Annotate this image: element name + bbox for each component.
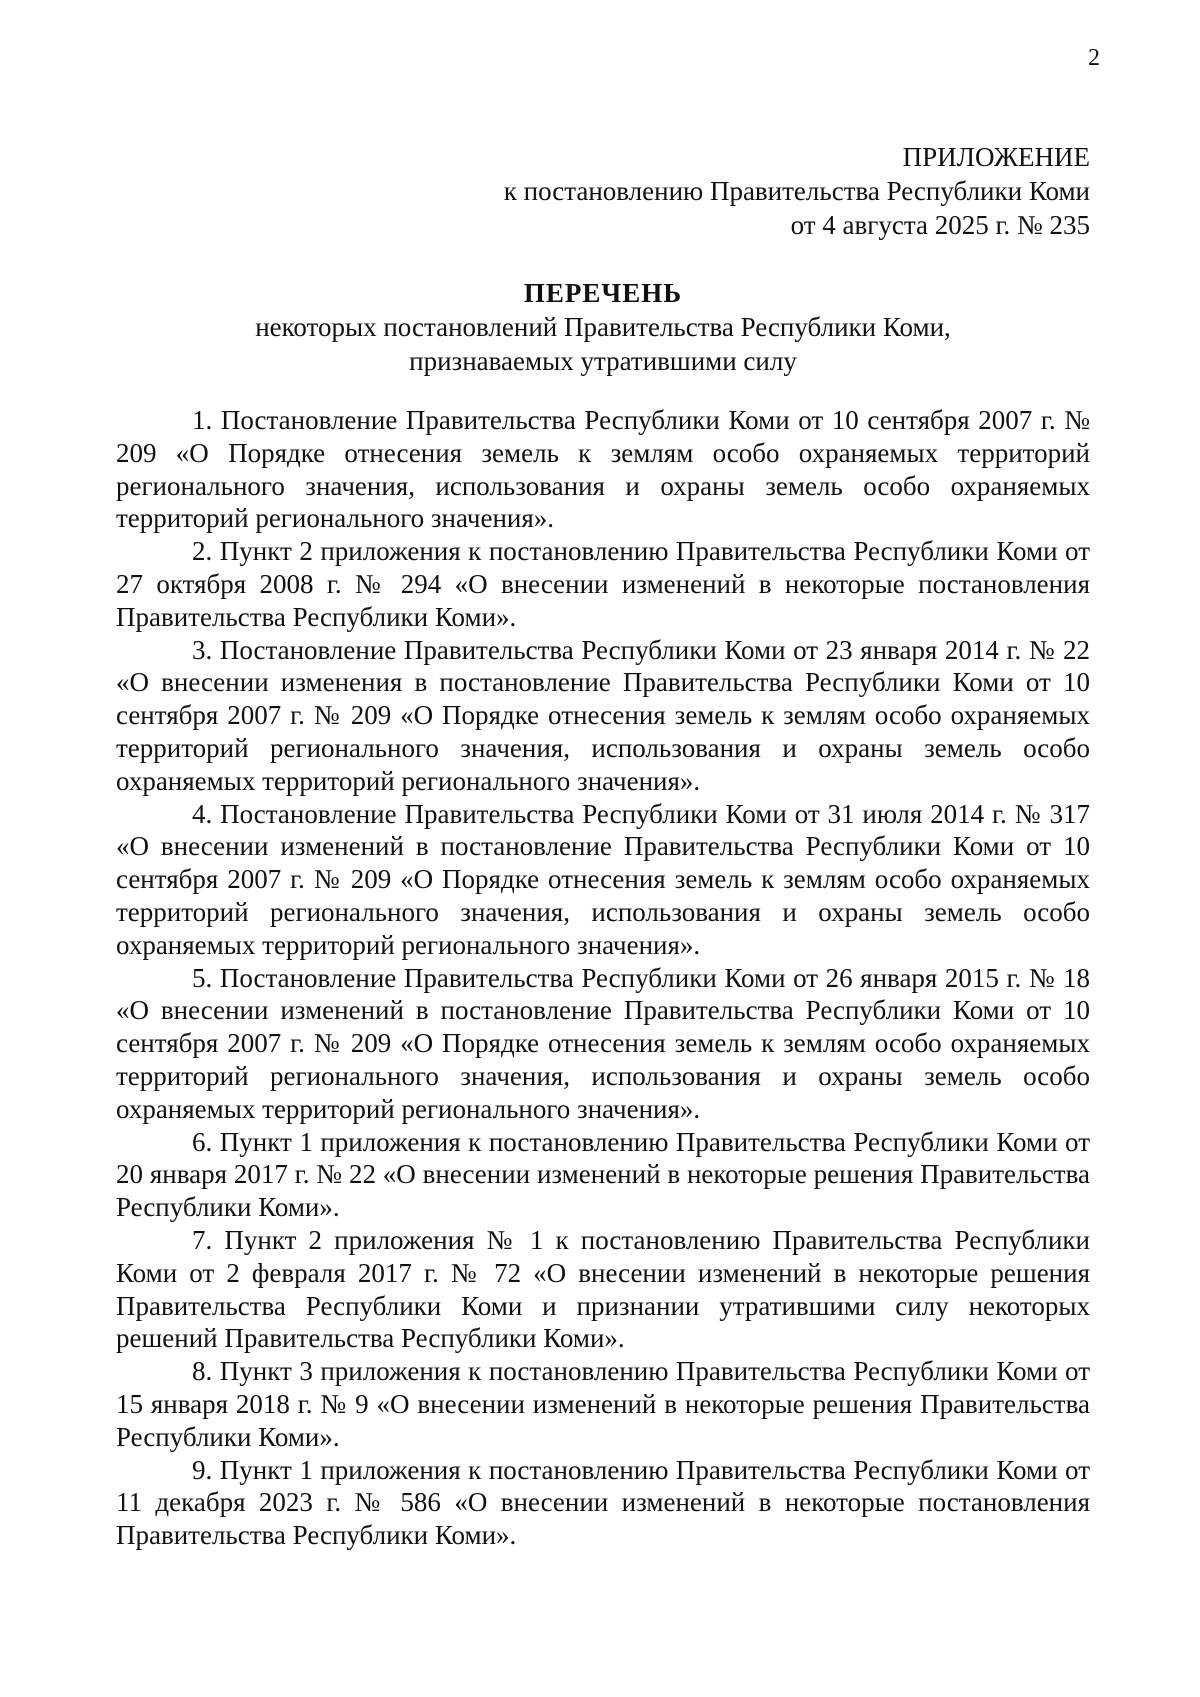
list-item: 5. Постановление Правительства Республики Коми от 26 января 2015 г. № 18 «О внесении изменений в постановление Правительства Республики Коми от 10 сентября 2007 г. № 209 «О Порядке отнесения земель к землям особо охраняемых территорий регионального значения, использования и охраны земель особо охраняемых территорий регионального значения».: [116, 962, 1090, 1124]
appendix-reference-line: к постановлению Правительства Республики Коми: [503, 176, 1090, 206]
appendix-header: [504, 140, 1090, 242]
list-item: 6. Пункт 1 приложения к постановлению Правительства Республики Коми от 20 января 2017 г. № 22 «О внесении изменений в некоторые решения Правительства Республики Коми».: [116, 1126, 1090, 1223]
document-subtitle-line-1: некоторых постановлений Правительства Республики Коми,: [255, 312, 951, 342]
document-title: ПЕРЕЧЕНЬ: [523, 278, 683, 308]
page-number: 2: [1088, 45, 1100, 71]
list-item: 9. Пункт 1 приложения к постановлению Правительства Республики Коми от 11 декабря 2023 г. № 586 «О внесении изменений в некоторые постановления Правительства Республики Коми».: [116, 1454, 1090, 1551]
repealed-acts-list: [116, 404, 1090, 1552]
list-item: 1. Постановление Правительства Республики Коми от 10 сентября 2007 г. № 209 «О Порядке отнесения земель к землям особо охраняемых территорий регионального значения, использования и охраны земель особо охраняемых территорий регионального значения».: [116, 405, 1090, 534]
list-item: 2. Пункт 2 приложения к постановлению Правительства Республики Коми от 27 октября 2008 г. № 294 «О внесении изменений в некоторые постановления Правительства Республики Коми».: [116, 536, 1090, 632]
appendix-label: ПРИЛОЖЕНИЕ: [902, 142, 1090, 172]
list-item: 4. Постановление Правительства Республики Коми от 31 июля 2014 г. № 317 «О внесении изменений в постановление Правительства Республики Коми от 10 сентября 2007 г. № 209 «О Порядке отнесения земель к землям особо охраняемых территорий регионального значения, использования и охраны земель особо охраняемых территорий регионального значения».: [116, 798, 1090, 960]
document-title-block: [116, 276, 1090, 378]
appendix-date-line: от 4 августа 2025 г. № 235: [790, 210, 1090, 240]
list-item: 7. Пункт 2 приложения № 1 к постановлению Правительства Республики Коми от 2 февраля 2017 г. № 72 «О внесении изменений в некоторые решения Правительства Республики Коми и признании утратившими силу некоторых решений Правительства Республики Коми».: [116, 1224, 1090, 1354]
document-subtitle-line-2: признаваемых утратившими силу: [409, 346, 797, 376]
list-item: 3. Постановление Правительства Республики Коми от 23 января 2014 г. № 22 «О внесении изменения в постановление Правительства Республики Коми от 10 сентября 2007 г. № 209 «О Порядке отнесения земель к землям особо охраняемых территорий регионального значения, использования и охраны земель особо охраняемых территорий регионального значения».: [116, 634, 1090, 796]
list-item: 8. Пункт 3 приложения к постановлению Правительства Республики Коми от 15 января 2018 г. № 9 «О внесении изменений в некоторые решения Правительства Республики Коми».: [116, 1356, 1090, 1452]
